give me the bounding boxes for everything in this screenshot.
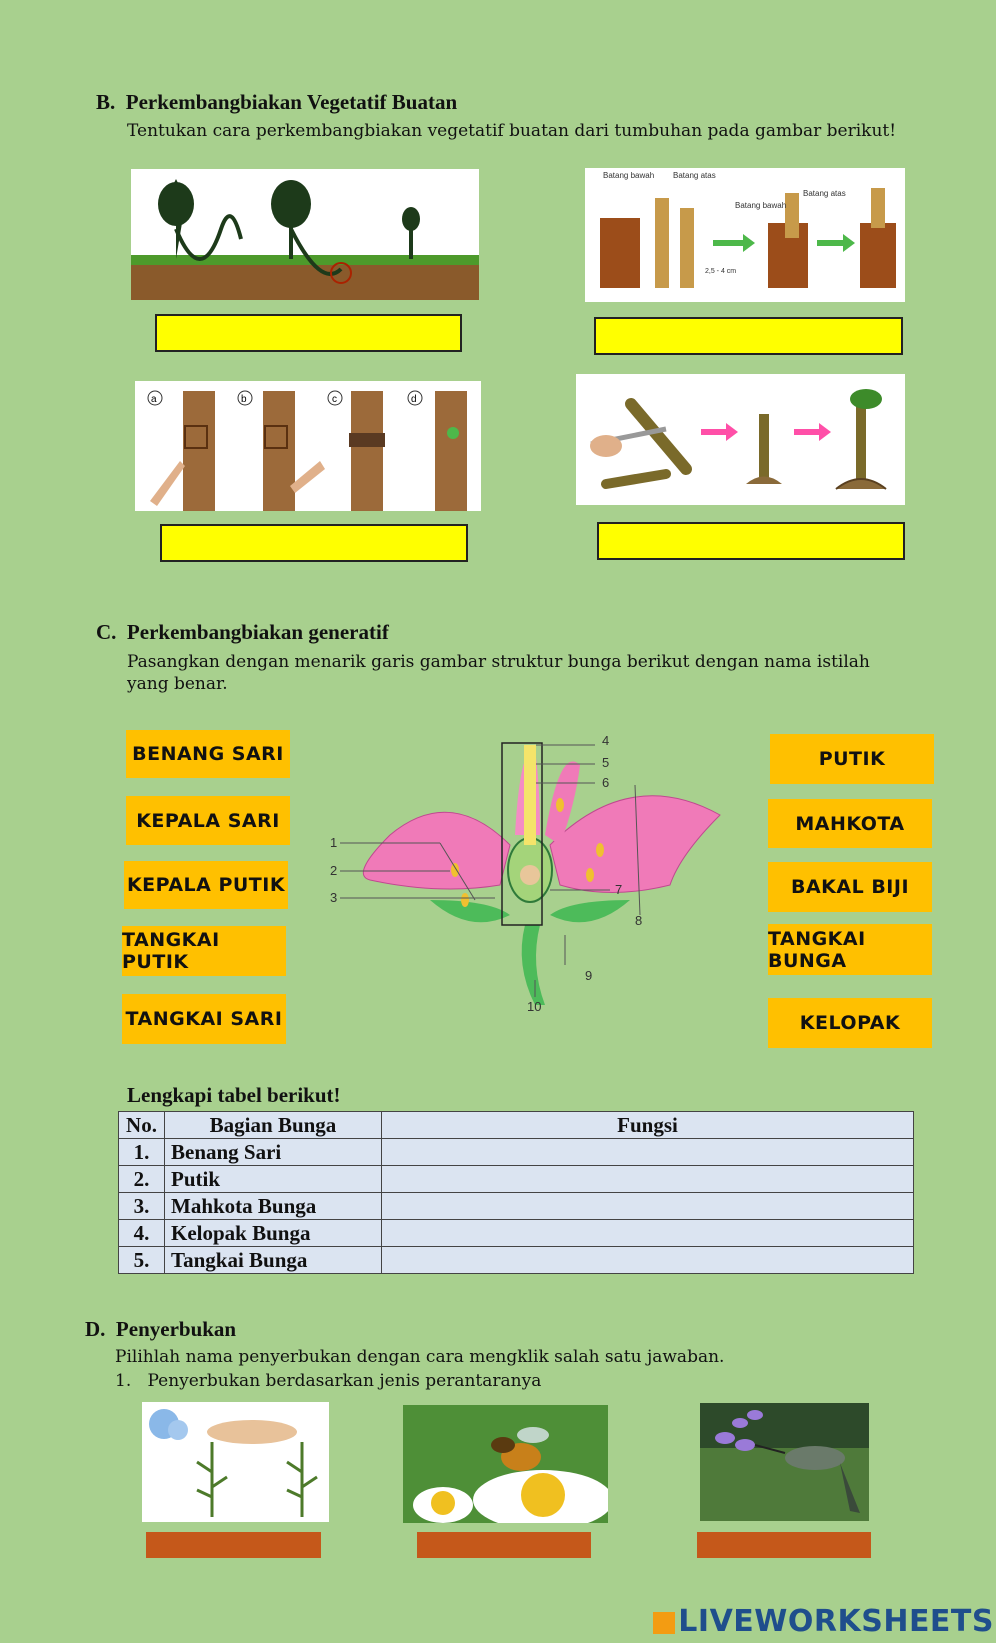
step-b-label: b (241, 394, 247, 405)
row-function-input[interactable] (382, 1193, 914, 1220)
row-part: Putik (165, 1166, 382, 1193)
row-function-input[interactable] (382, 1220, 914, 1247)
row-function-input[interactable] (382, 1139, 914, 1166)
label-mahkota[interactable]: MAHKOTA (768, 799, 932, 848)
diagram-num-2: 2 (330, 863, 338, 878)
flower-diagram (330, 725, 730, 1020)
fungsi-table (118, 1111, 914, 1274)
diagram-num-4: 4 (602, 733, 610, 748)
diagram-num-9: 9 (585, 968, 593, 983)
label-benang-sari[interactable]: BENANG SARI (126, 730, 290, 778)
graft-label-bottom: Batang bawah (603, 171, 655, 180)
graft-label-bottom-2: Batang bawah (735, 201, 787, 210)
label-tangkai-bunga[interactable]: TANGKAI BUNGA (768, 924, 932, 975)
table-row (119, 1247, 914, 1274)
row-function-input[interactable] (382, 1166, 914, 1193)
diagram-num-6: 6 (602, 775, 610, 790)
liveworksheets-logo: LIVEWORKSHEETS (653, 1604, 994, 1639)
cangkok-image (135, 381, 481, 511)
graft-label-top: Batang atas (673, 171, 716, 180)
diagram-num-7: 7 (615, 882, 623, 897)
diagram-num-3: 3 (330, 890, 338, 905)
sambung-image (585, 168, 905, 302)
row-no: 3. (119, 1193, 165, 1220)
answer-insect[interactable] (417, 1532, 591, 1558)
row-function-input[interactable] (382, 1247, 914, 1274)
table-row (119, 1220, 914, 1247)
diagram-num-1: 1 (330, 835, 338, 850)
step-a-label: a (151, 394, 157, 405)
answer-wind[interactable] (146, 1532, 321, 1558)
logo-icon (653, 1612, 675, 1634)
label-putik[interactable]: PUTIK (770, 734, 934, 784)
label-tangkai-sari[interactable]: TANGKAI SARI (122, 994, 286, 1044)
row-no: 1. (119, 1139, 165, 1166)
merunduk-image (131, 169, 479, 300)
question-1: 1. Penyerbukan berdasarkan jenis perantaranya (115, 1371, 542, 1391)
section-d-description: Pilihlah nama penyerbukan dengan cara mengklik salah satu jawaban. (115, 1347, 725, 1367)
row-no: 5. (119, 1247, 165, 1274)
row-part: Tangkai Bunga (165, 1247, 382, 1274)
section-c-description: Pasangkan dengan menarik garis gambar struktur bunga berikut dengan nama istilah yang benar. (127, 652, 870, 694)
row-part: Kelopak Bunga (165, 1220, 382, 1247)
row-no: 4. (119, 1220, 165, 1247)
section-d-heading: D. Penyerbukan (85, 1317, 237, 1341)
label-kepala-putik[interactable]: KEPALA PUTIK (124, 861, 288, 909)
step-c-label: c (332, 394, 337, 405)
row-part: Benang Sari (165, 1139, 382, 1166)
table-header-function: Fungsi (382, 1112, 914, 1139)
label-tangkai-putik[interactable]: TANGKAI PUTIK (122, 926, 286, 976)
graft-label-top-2: Batang atas (803, 189, 846, 198)
section-b-description: Tentukan cara perkembangbiakan vegetatif buatan dari tumbuhan pada gambar berikut! (127, 121, 897, 141)
bird-pollination-image (700, 1403, 869, 1521)
answer-input-2[interactable] (594, 317, 903, 355)
section-b-heading: B. Perkembangbiakan Vegetatif Buatan (96, 90, 458, 114)
answer-input-4[interactable] (597, 522, 905, 560)
answer-bird[interactable] (697, 1532, 871, 1558)
answer-input-1[interactable] (155, 314, 462, 352)
right-edge (996, 0, 1000, 1643)
table-row (119, 1193, 914, 1220)
diagram-num-5: 5 (602, 755, 610, 770)
stek-image (576, 374, 905, 505)
label-bakal-biji[interactable]: BAKAL BIJI (768, 862, 932, 912)
table-title: Lengkapi tabel berikut! (127, 1083, 341, 1107)
label-kepala-sari[interactable]: KEPALA SARI (126, 796, 290, 845)
row-no: 2. (119, 1166, 165, 1193)
diagram-num-8: 8 (635, 913, 643, 928)
answer-input-3[interactable] (160, 524, 468, 562)
wind-pollination-image (142, 1402, 329, 1522)
table-header-no: No. (119, 1112, 165, 1139)
table-header-part: Bagian Bunga (165, 1112, 382, 1139)
graft-label-measure: 2,5 - 4 cm (705, 268, 737, 275)
row-part: Mahkota Bunga (165, 1193, 382, 1220)
insect-pollination-image (403, 1405, 608, 1523)
table-row (119, 1166, 914, 1193)
label-kelopak[interactable]: KELOPAK (768, 998, 932, 1048)
step-d-label: d (411, 394, 417, 405)
diagram-num-10: 10 (527, 999, 542, 1014)
table-row (119, 1139, 914, 1166)
section-c-heading: C. Perkembangbiakan generatif (96, 620, 389, 644)
